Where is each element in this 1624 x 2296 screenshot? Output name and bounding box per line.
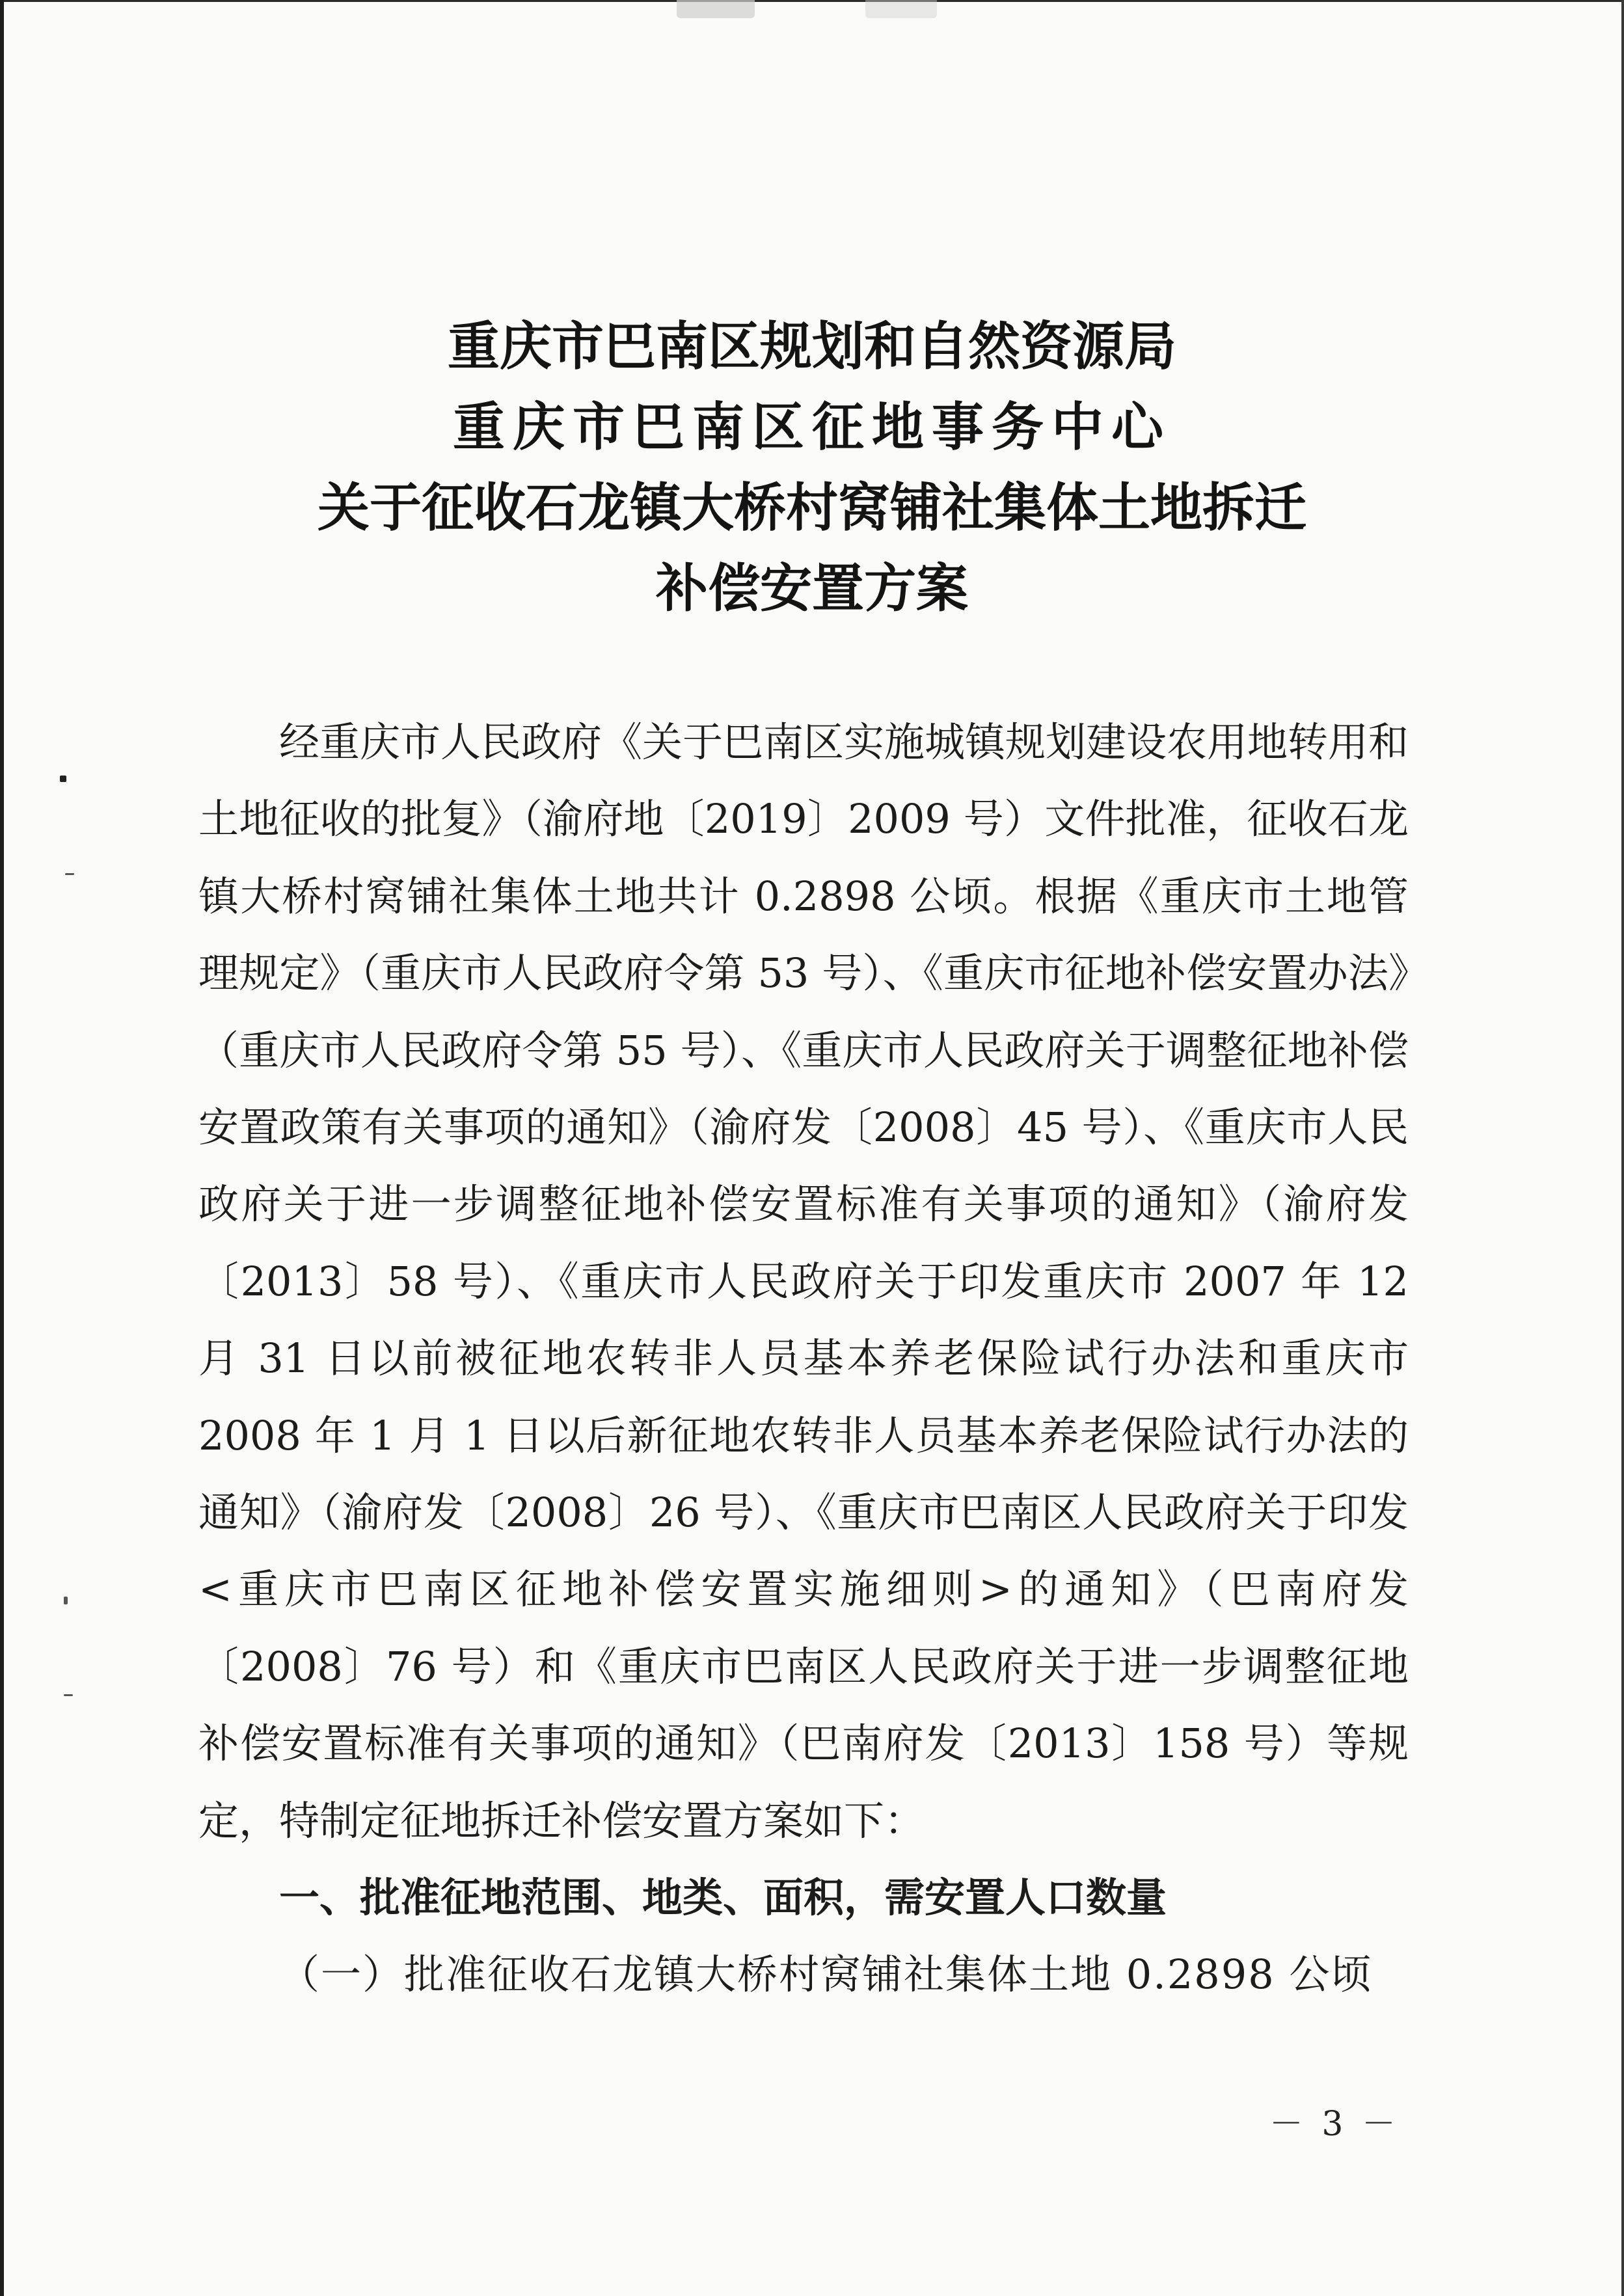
- page-number: － 3 －: [1269, 2105, 1400, 2144]
- scan-speck: [64, 1694, 73, 1696]
- scan-speck: [65, 873, 74, 875]
- section-item-1: （一）批准征收石龙镇大桥村窝铺社集体土地 0.2898 公顷: [279, 1951, 1373, 1999]
- scan-smudge: [865, 0, 937, 18]
- title-line-2: 重庆市巴南区征地事务中心: [453, 396, 1171, 457]
- scan-speck: [60, 776, 66, 782]
- title-line-1: 重庆市巴南区规划和自然资源局: [448, 316, 1176, 377]
- intro-paragraph: 经重庆市人民政府《关于巴南区实施城镇规划建设农用地转用和土地征收的批复》（渝府地〔2019〕2009 号）文件批准，征收石龙镇大桥村窝铺社集体土地共计 0.2898 公顷。根据《重庆市土地管理规定》（重庆市人民政府令第 53 号）、《重庆市征地补偿安置办法》（重庆市人民政府令第 55 号）、《重庆市人民政府关于调整征地补偿安置政策有关事项的通知》（渝府发〔2008〕45 号）、《重庆市人民政府关于进一步调整征地补偿安置标准有关事项的通知》（渝府发〔2013〕58 号）、《重庆市人民政府关于印发重庆市 2007 年 12 月 31 日以前被征地农转非人员基本养老保险试行办法和重庆市 2008 年 1 月 1 日以后新征地农转非人员基本养老保险试行办法的通知》（渝府发〔2008〕26 号）、《重庆市巴南区人民政府关于印发<重庆市巴南区征地补偿安置实施细则>的通知》（巴南府发〔2008〕76 号）和《重庆市巴南区人民政府关于进一步调整征地补偿安置标准有关事项的通知》（巴南府发〔2013〕158 号）等规定，特制定征地拆迁补偿安置方案如下：: [198, 718, 1409, 1844]
- section-heading-1: 一、批准征地范围、地类、面积，需安置人口数量: [279, 1874, 1167, 1922]
- title-line-4: 补偿安置方案: [656, 558, 968, 619]
- scan-smudge: [677, 0, 755, 18]
- document-body: [198, 704, 1409, 2013]
- document-title: [0, 306, 1624, 628]
- scan-speck: [64, 1597, 68, 1604]
- scan-top-edge: [0, 0, 1624, 2]
- title-line-3: 关于征收石龙镇大桥村窝铺社集体土地拆迁: [318, 477, 1306, 538]
